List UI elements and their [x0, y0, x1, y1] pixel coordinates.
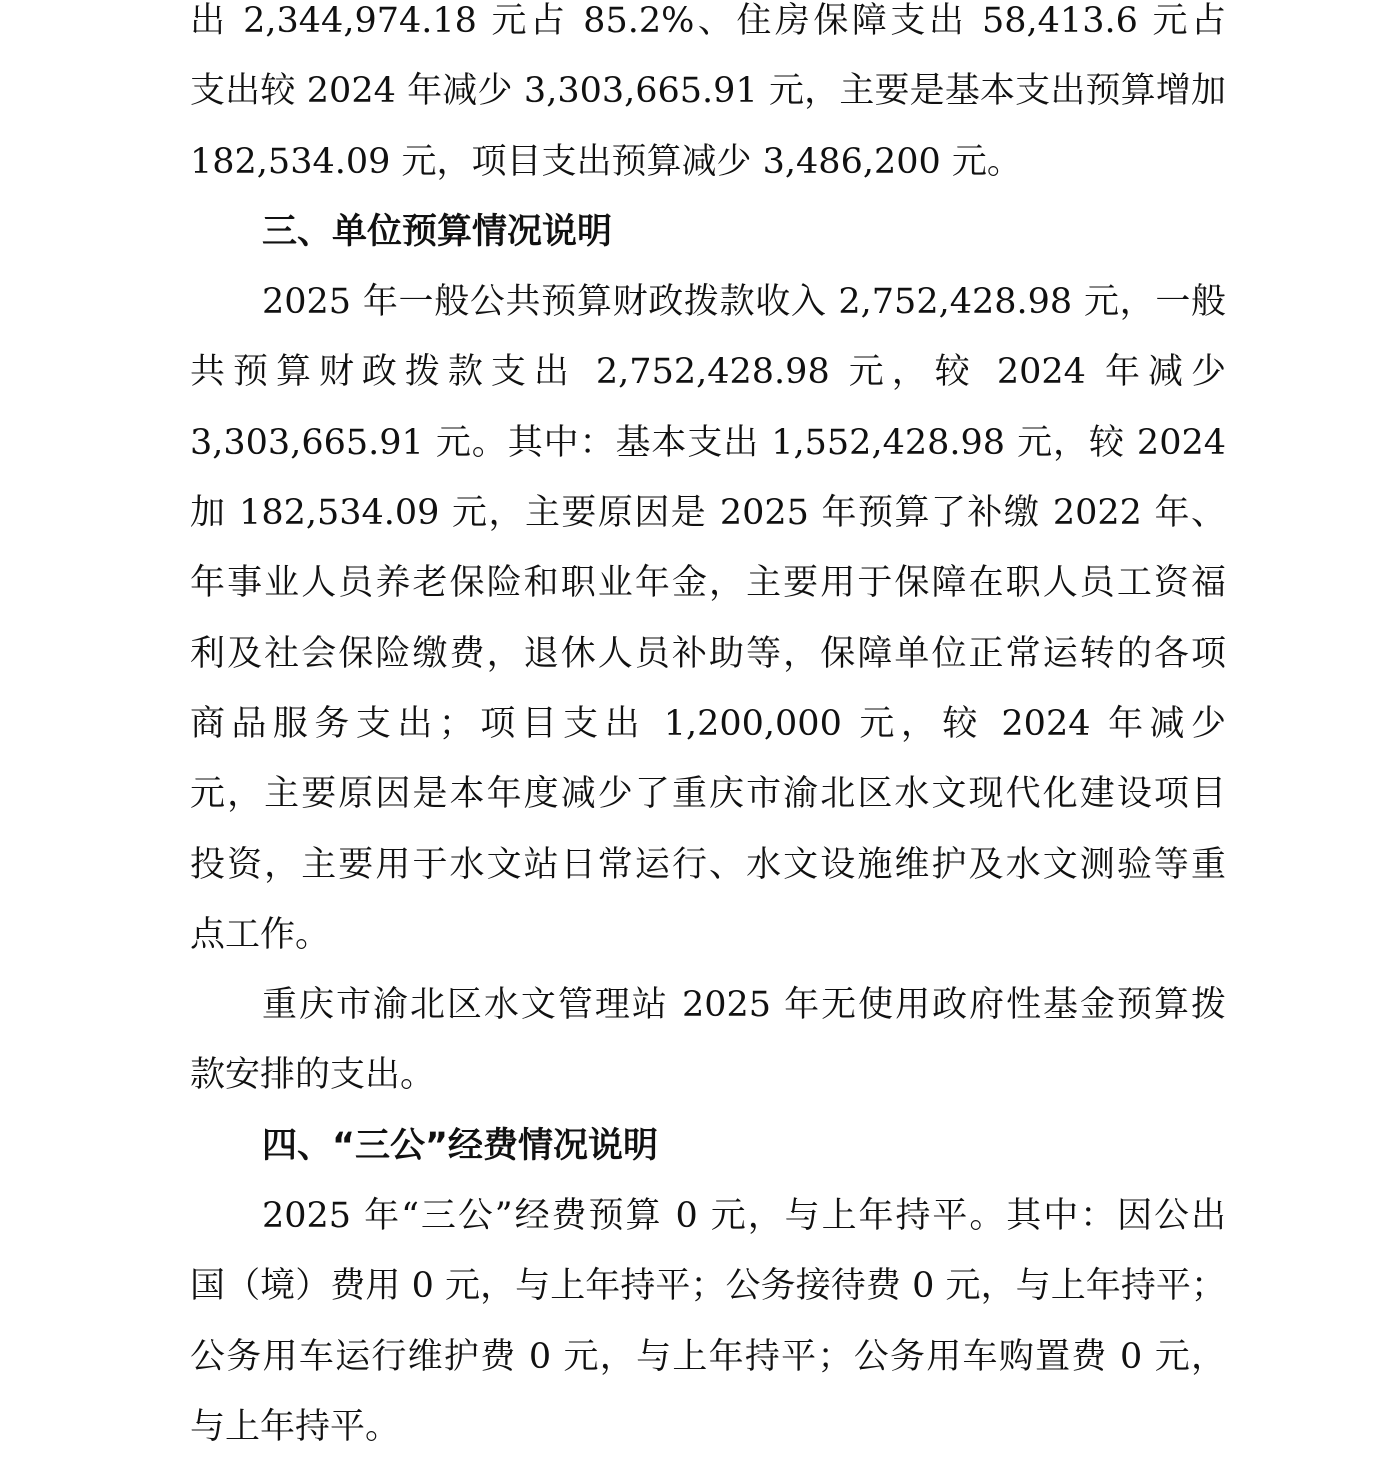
text-line: 182,534.09 元，项目支出预算减少 3,486,200 元。 — [190, 141, 1022, 182]
text-line: 出 2,344,974.18 元占 85.2%、住房保障支出 58,413.6 元占 — [190, 1, 1226, 41]
document-page — [190, 0, 1226, 1462]
text-line: 投资，主要用于水文站日常运行、水文设施维护及水文测验等重 — [190, 844, 1226, 885]
text-line: 元，主要原因是本年度减少了重庆市渝北区水文现代化建设项目 — [190, 774, 1226, 815]
paragraph-three-public-expenses — [190, 1181, 1226, 1462]
text-line: 3,303,665.91 元。其中：基本支出 1,552,428.98 元，较 2024 — [190, 422, 1226, 463]
text-line: 支出较 2024 年减少 3,303,665.91 元，主要是基本支出预算增加 — [190, 71, 1226, 112]
paragraph-unit-budget — [190, 267, 1226, 970]
section-heading-three-public: 四、“三公”经费情况说明 — [262, 1125, 659, 1166]
text-line: 2025 年一般公共预算财政拨款收入 2,752,428.98 元，一般 — [262, 282, 1226, 323]
text-line: 款安排的支出。 — [190, 1055, 436, 1096]
paragraph-expenditure-change — [190, 0, 1226, 197]
section-heading-unit-budget: 三、单位预算情况说明 — [262, 211, 613, 252]
text-line: 点工作。 — [190, 914, 331, 955]
text-line: 共预算财政拨款支出 2,752,428.98 元，较 2024 年减少 — [190, 352, 1226, 393]
text-line: 2025 年“三公”经费预算 0 元，与上年持平。其中：因公出 — [262, 1196, 1226, 1237]
text-line: 公务用车运行维护费 0 元，与上年持平；公务用车购置费 0 元， — [190, 1336, 1226, 1377]
text-line: 年事业人员养老保险和职业年金，主要用于保障在职人员工资福 — [190, 563, 1226, 604]
text-line: 利及社会保险缴费，退休人员补助等，保障单位正常运转的各项 — [190, 633, 1226, 674]
text-line: 重庆市渝北区水文管理站 2025 年无使用政府性基金预算拨 — [262, 985, 1226, 1026]
text-line: 加 182,534.09 元，主要原因是 2025 年预算了补缴 2022 年、 — [190, 493, 1226, 534]
text-line: 与上年持平。 — [190, 1406, 401, 1447]
text-line: 商品服务支出；项目支出 1,200,000 元，较 2024 年减少 — [190, 703, 1226, 744]
text-line: 国（境）费用 0 元，与上年持平；公务接待费 0 元，与上年持平； — [190, 1266, 1226, 1307]
paragraph-government-fund — [190, 970, 1226, 1111]
